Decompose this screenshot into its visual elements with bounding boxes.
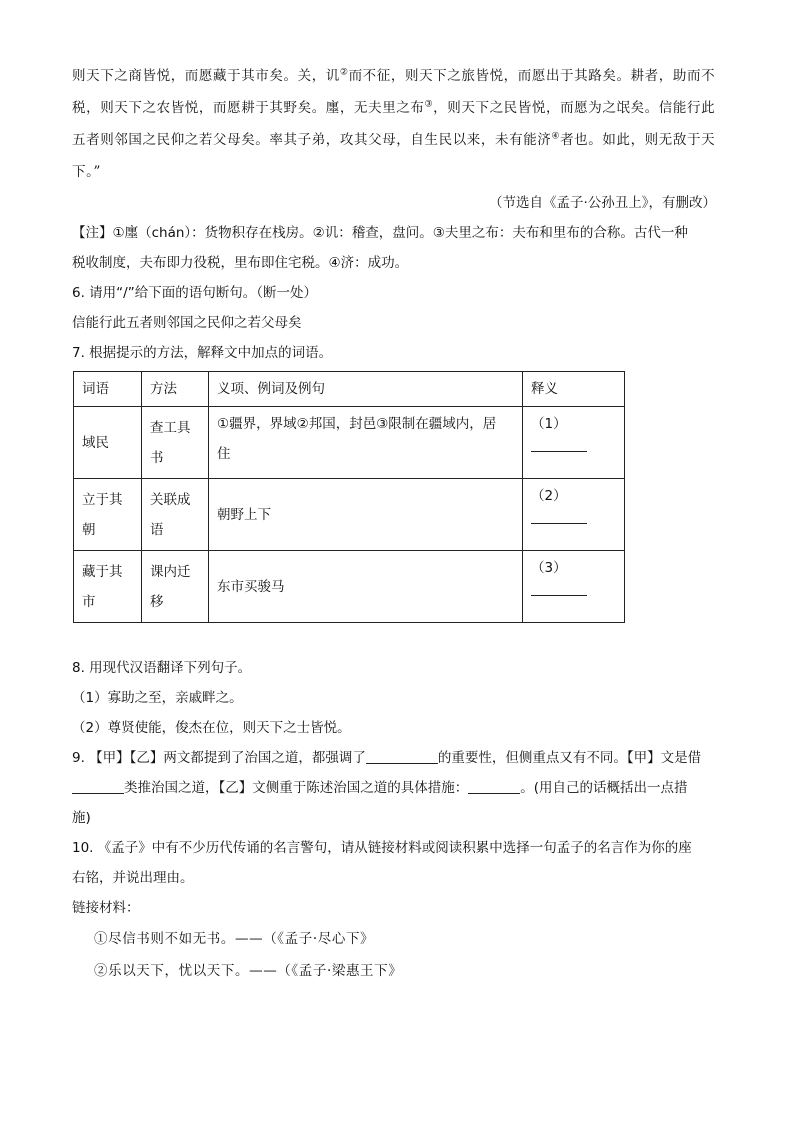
answer-blank[interactable] xyxy=(531,511,587,524)
table-row xyxy=(74,479,625,551)
method-text: 查工具 xyxy=(150,419,191,436)
passage-text: 则天下之商皆悦，而愿藏于其市矣。关，讥 xyxy=(72,68,340,84)
passage-text: 五者则邻国之民仰之若父母矣。率其子弟，攻其父母，自生民以来，未有能济 xyxy=(72,132,552,148)
classical-passage xyxy=(72,60,722,188)
footnote-marker: ② xyxy=(339,67,349,78)
answer-cell xyxy=(523,407,625,479)
table-row xyxy=(74,551,625,623)
method-text: 书 xyxy=(150,449,164,466)
footnote-marker: ④ xyxy=(551,131,561,142)
notes-line: 【注】①廛（chán）：货物积存在栈房。②讥：稽查，盘问。③夫里之布：夫布和里布的合称。古代一种 xyxy=(72,225,688,241)
answer-cell xyxy=(523,551,625,623)
answer-label: （1） xyxy=(531,416,567,432)
question-8-item: （1）寡助之至，亲戚畔之。 xyxy=(72,690,243,706)
fill-blank[interactable] xyxy=(366,749,438,764)
header-cell: 义项、例词及例句 xyxy=(209,372,523,407)
link-material-label: 链接材料： xyxy=(72,900,140,916)
question-9-line xyxy=(72,743,722,773)
table-row xyxy=(74,407,625,479)
method-text: 课内迁 xyxy=(150,563,191,580)
question-8-prompt: 8. 用现代汉语翻译下列句子。 xyxy=(72,660,252,676)
question-10-line: 10. 《孟子》中有不少历代传诵的名言警句，请从链接材料或阅读积累中选择一句孟子的名言作为你的座 xyxy=(72,840,692,856)
question-9-text: 类推治国之道，【乙】文侧重于陈述治国之道的具体措施： xyxy=(124,780,469,796)
answer-cell xyxy=(523,479,625,551)
table-header-row xyxy=(74,372,625,407)
method-text: 关联成 xyxy=(150,491,191,508)
question-6-sentence: 信能行此五者则邻国之民仰之若父母矣 xyxy=(72,315,302,331)
method-text: 移 xyxy=(150,593,164,610)
word-text: 立于其 xyxy=(82,491,123,508)
word-text: 朝 xyxy=(82,521,96,538)
answer-label: （3） xyxy=(531,560,567,576)
passage-line: 下。” xyxy=(72,164,101,180)
header-cell: 释义 xyxy=(523,372,625,407)
passage-line xyxy=(72,92,722,124)
word-cell xyxy=(74,479,142,551)
passage-line xyxy=(72,60,722,92)
question-9-text: 。(用自己的话概括出一点措 xyxy=(520,780,688,796)
answer-blank[interactable] xyxy=(531,583,587,596)
header-cell: 方法 xyxy=(142,372,209,407)
method-cell xyxy=(142,407,209,479)
method-cell xyxy=(142,551,209,623)
answer-blank[interactable] xyxy=(531,439,587,452)
question-9-line: 施) xyxy=(72,810,91,826)
example-text: ①疆界，界域②邦国，封邑③限制在疆域内，居 xyxy=(217,416,497,432)
passage-text: 而不征，则天下之旅皆悦，而愿出于其路矣。耕者，助而不 xyxy=(348,68,716,84)
quote-item: ②乐以天下，忧以天下。——（《孟子·梁惠王下》 xyxy=(94,963,403,979)
passage-source: （节选自《孟子·公孙丑上》，有删改） xyxy=(488,195,716,211)
question-7-prompt: 7. 根据提示的方法，解释文中加点的词语。 xyxy=(72,345,333,361)
word-cell xyxy=(74,407,142,479)
fill-blank[interactable] xyxy=(72,779,124,794)
header-cell: 词语 xyxy=(74,372,142,407)
fill-blank[interactable] xyxy=(468,779,520,794)
question-6-prompt: 6. 请用“/”给下面的语句断句。（断一处） xyxy=(72,285,317,301)
method-cell xyxy=(142,479,209,551)
word-text: 藏于其 xyxy=(82,563,123,580)
passage-text: 者也。如此，则无敌于天 xyxy=(560,132,716,148)
notes-line: 税收制度，夫布即力役税，里布即住宅税。④济：成功。 xyxy=(72,255,409,271)
example-cell: 东市买骏马 xyxy=(209,551,523,623)
vocabulary-table xyxy=(73,371,625,623)
question-8-item: （2）尊贤使能，俊杰在位，则天下之士皆悦。 xyxy=(72,720,351,736)
word-text: 域民 xyxy=(82,434,109,451)
word-text: 市 xyxy=(82,593,96,610)
example-cell: 朝野上下 xyxy=(209,479,523,551)
question-9-line xyxy=(72,773,722,803)
passage-text: ，则天下之民皆悦，而愿为之氓矣。信能行此 xyxy=(433,100,716,116)
question-9-text: 9. 【甲】【乙】两文都提到了治国之道，都强调了 xyxy=(72,750,366,766)
quote-item: ①尽信书则不如无书。——（《孟子·尽心下》 xyxy=(94,931,375,947)
passage-line xyxy=(72,124,722,156)
passage-text: 税，则天下之农皆悦，而愿耕于其野矣。廛，无夫里之布 xyxy=(72,100,425,116)
word-cell xyxy=(74,551,142,623)
example-text: 住 xyxy=(217,446,231,462)
document-page xyxy=(72,60,722,987)
question-9-text: 的重要性，但侧重点又有不同。【甲】文是借 xyxy=(437,750,702,766)
question-10-line: 右铭，并说出理由。 xyxy=(72,870,194,886)
footnote-marker: ③ xyxy=(424,99,434,110)
answer-label: （2） xyxy=(531,488,567,504)
example-cell xyxy=(209,407,523,479)
method-text: 语 xyxy=(150,521,164,538)
